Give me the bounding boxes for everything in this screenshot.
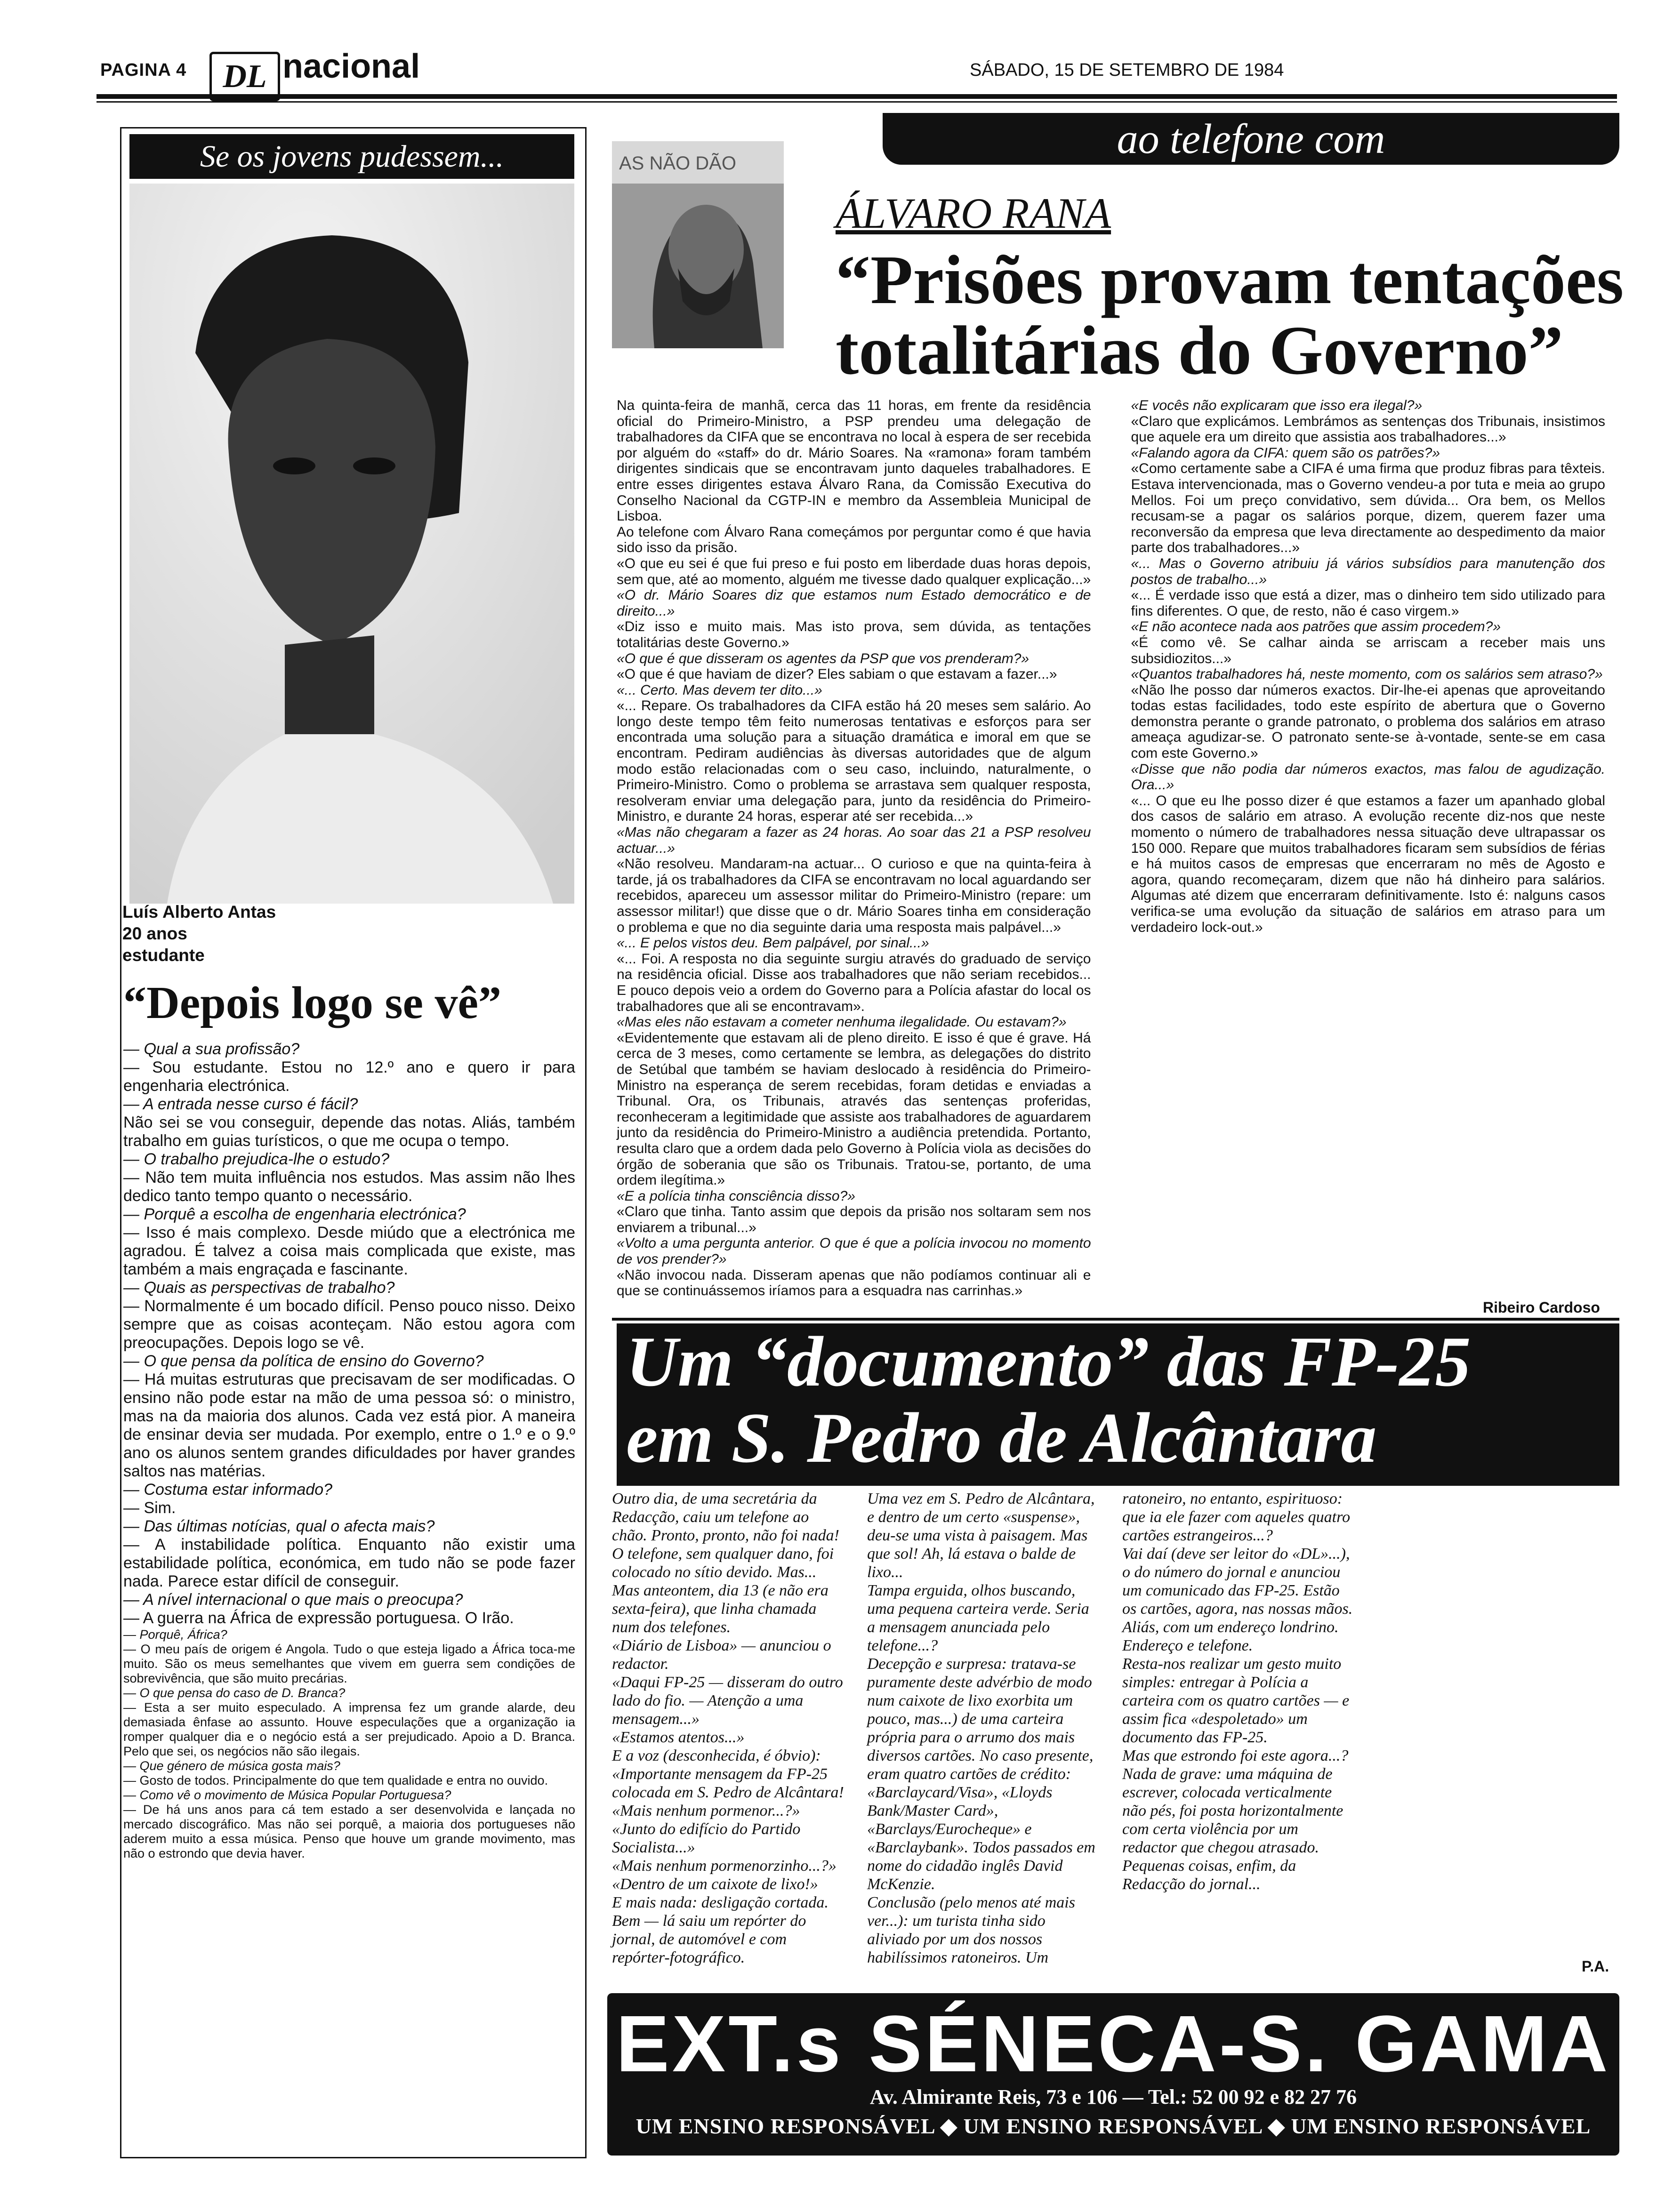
paragraph: — Não tem muita influência nos estudos. Mas assim não lhes dedico tanto tempo quanto o necessário. [123,1169,575,1205]
paragraph: — A entrada nesse curso é fácil? [123,1095,358,1113]
paragraph: — Quais as perspectivas de trabalho? [123,1279,395,1297]
paragraph: «Mais nenhum pormenorzinho...?» [612,1857,837,1875]
paragraph: — A guerra na África de expressão portuguesa. O Irão. [123,1609,514,1627]
paragraph: «... Mas o Governo atribuiu já vários subsídios para manutenção dos postos de trabalho...» [1131,555,1605,587]
ad-title: EXT.s SÉNECA-S. GAMA [616,1999,1611,2089]
paragraph: «Daqui FP-25 — disseram do outro lado do fio. — Atenção a uma mensagem...» [612,1674,843,1728]
fp25-body [612,1490,1610,1967]
paragraph: «Mas eles não estavam a cometer nenhuma ilegalidade. Ou estavam?» [617,1014,1067,1030]
paragraph: «E a polícia tinha consciência disso?» [617,1188,855,1204]
paragraph: «Não lhe posso dar números exactos. Dir-lhe-ei apenas que aproveitando todas estas facilidades, todo este espírito de abertura que o Governo demonstra perante o grande patronato, o problema dos salários em atraso ameaça agudizar-se. O patronato sente-se à-vontade, sente-se em casa com este Governo.» [1131,682,1605,761]
paragraph: «... E pelos vistos deu. Bem palpável, por sinal...» [617,935,929,951]
paragraph: Uma vez em S. Pedro de Alcântara, e dentro de um certo «suspense», deu-se uma vista à paisagem. Mas que sol! Ah, lá estava o balde de lixo... [867,1490,1095,1581]
headline-line-2: em S. Pedro de Alcântara [626,1398,1377,1477]
paragraph: «... O que eu lhe posso dizer é que estamos a fazer um apanhado global dos casos de salário em atraso. A evolução recente diz-nos que neste momento o número de trabalhadores nessa situação deve ultrapassar os 150 000. Repare que muitos trabalhadores ficaram sem subsídios de férias e há muitos casos de empresas que encerraram no mês de Agosto e agora, quando recomeçaram, dizem que não há dinheiro para salários. Algumas até dizem que encerraram definitivamente. Isto é: nalguns casos verifica-se uma evolução da situação de salários em atraso para um verdadeiro lock-out.» [1131,793,1605,935]
paragraph: — Porquê, África? [123,1627,227,1642]
article-byline: Ribeiro Cardoso [1483,1299,1600,1316]
paragraph: — Como vê o movimento de Música Popular Portuguesa? [123,1788,451,1802]
paragraph: — Sim. [123,1499,176,1517]
caption-age: 20 anos [122,924,187,943]
page-number: PAGINA 4 [100,60,187,80]
headline-line-1: “Prisões provam tentações [836,241,1624,319]
paragraph: Não sei se vou conseguir, depende das notas. Aliás, também trabalho em guias turísticos, o que me ocupa o tempo. [123,1114,575,1150]
photo-caption [122,901,452,966]
school-advertisement [607,1993,1619,2156]
paragraph: — A instabilidade política. Enquanto não existir uma estabilidade política, económica, em tudo não se pode fazer nada. Parece estar difícil de conseguir. [123,1536,575,1590]
paragraph: «Evidentemente que estavam ali de pleno direito. E isso é que é grave. Há cerca de 3 meses, como certamente se lembra, as delegações do distrito de Setúbal que também se haviam deslocado à residência do Primeiro-Ministro na esperança de serem recebidas, foram detidas e enviadas a Tribunal. Ora, os Tribunais, através das sentenças proferidas, reconheceram a legitimidade que assiste aos trabalhadores de aguardarem junto da residência do Primeiro-Ministro a audiência pretendida. Portanto, resulta claro que a ordem dada pelo Governo à Polícia viola as decisões do órgão de soberania que são os Tribunais. Tratou-se, portanto, de uma ordem ilegítima.» [617,1030,1091,1188]
paragraph: — Esta a ser muito especulado. A imprensa fez um grande alarde, deu demasiada ênfase ao assunto. Houve especulações que a organização ia romper qualquer dia e o negócio está a ser prejudicado. Apoio a D. Branca. Pelo que sei, os negócios não são ilegais. [123,1700,575,1758]
paragraph: «Estamos atentos...» [612,1729,745,1746]
paragraph: «Dentro de um caixote de lixo!» [612,1875,818,1893]
paragraph: Outro dia, de uma secretária da Redacção, caiu um telefone ao chão. Pronto, pronto, não foi nada! O telefone, sem qualquer dano, foi colocado no sítio devido. Mas... [612,1490,839,1581]
alvaro-rana-photo [612,141,784,348]
paragraph: E mais nada: desligação cortada. [612,1894,828,1911]
paragraph: Vai daí (deve ser leitor do «DL»...), o do número do jornal e anunciou um comunicado das FP-25. Estão os cartões, agora, nas nossas mãos. Aliás, com um endereço londrino. Endereço e telefone. [1122,1545,1353,1654]
paragraph: «Não resolveu. Mandaram-na actuar... O curioso e que na quinta-feira à tarde, já os trabalhadores da CIFA se encontravam no local aguardando ser recebidos, apareceu um assessor militar do Primeiro-Ministro (repare: um assessor militar!) que disse que o dr. Mário Soares tinha em consideração o problema e que no dia seguinte daria uma resposta mais palpável...» [617,856,1091,935]
headline-line-1: Um “documento” das FP-25 [626,1322,1471,1401]
caption-name: Luís Alberto Antas [122,902,276,922]
paragraph: «Disse que não podia dar números exactos, mas falou de agudização. Ora...» [1131,761,1605,793]
paragraph: «O que é que disseram os agentes da PSP que vos prenderam?» [617,650,1030,666]
paragraph: «... É verdade isso que está a dizer, mas o dinheiro tem sido utilizado para fins diferentes. O que, de resto, não é caso virgem.» [1131,587,1605,619]
paragraph: «Como certamente sabe a CIFA é uma firma que produz fibras para têxteis. Estava intervencionada, mas o Governo vendeu-a por tuta e meia ao grupo Mellos. Foi um preço convidativo, sem dúvida... Ora bem, os Mellos recusam-se a pagar os salários porque, dizem, querem fazer uma reconversão da empresa que leva directamente ao despedimento da maior parte dos trabalhadores...» [1131,461,1605,556]
issue-date: SÁBADO, 15 DE SETEMBRO DE 1984 [970,60,1284,80]
paragraph: Resta-nos realizar um gesto muito simples: entregar à Polícia a carteira com os quatro cartões — e assim fica «despoletado» um documento das FP-25. [1122,1655,1350,1746]
paragraph: — O trabalho prejudica-lhe o estudo? [123,1150,390,1168]
paragraph: «... Repare. Os trabalhadores da CIFA estão há 20 meses sem salário. Ao longo deste tempo têm feito numerosas tentativas e esforços para ser encontrada uma solução para a situação dramática e imoral em que se encontram. Pediram audiências às diversas autoridades que de algum modo estão relacionadas com o seu caso, incluindo, naturalmente, o Primeiro-Ministro. Como o problema se arrastava sem qualquer resposta, resolveram enviar uma delegação para, junto da residência do Primeiro-Ministro, e durante 24 horas, esperar até ser recebida...» [617,698,1091,825]
article-headline [836,241,1626,389]
paragraph: — Há muitas estruturas que precisavam de ser modificadas. O ensino não pode estar na mão de uma pessoa só: o ministro, mas na da maioria dos alunos. Cada vez está pior. A maneira de ensinar devia ser mudada. Por exemplo, entre o 1.º e o 9.º ano os alunos sentem grandes dificuldades por haver grandes saltos nas matérias. [123,1370,575,1480]
paragraph: E a voz (desconhecida, é óbvio): [612,1747,821,1764]
paragraph: «Claro que explicámos. Lembrámos as sentenças dos Tribunais, insistimos que aquele era um direito que assistia aos trabalhadores...» [1131,413,1605,445]
paragraph: — O meu país de origem é Angola. Tudo o que esteja ligado a África toca-me muito. São os meus semelhantes que vivem em guerra sem condições de sobrevivência, que são muito precárias. [123,1642,575,1685]
paragraph: Bem — lá saiu um repórter do jornal, de automóvel e com repórter-fotográfico. [612,1912,806,1966]
paragraph: Decepção e surpresa: tratava-se puramente deste advérbio de modo num caixote de lixo exorbita um pouco, mas...) de uma carteira própria para o arrumo dos mais diversos cartões. No caso presente, eram quatro cartões de crédito: «Barclaycard/Visa», «Lloyds Bank/Master Card», «Barclays/Eurocheque» e «Barclaybank». Todos passados em nome do cidadão inglês David McKenzie. [867,1655,1095,1893]
paragraph: «Volto a uma pergunta anterior. O que é que a polícia invocou no momento de vos prender?» [617,1235,1091,1267]
paragraph: «O dr. Mário Soares diz que estamos num Estado democrático e de direito...» [617,587,1091,619]
paragraph: «O que é que haviam de dizer? Eles sabiam o que estavam a fazer...» [617,666,1057,682]
paragraph: «E vocês não explicaram que isso era ilegal?» [1131,398,1423,413]
paragraph: — Gosto de todos. Principalmente do que tem qualidade e entra no ouvido. [123,1773,548,1787]
column-banner: ao telefone com [883,113,1619,165]
paragraph: — Qual a sua profissão? [123,1040,300,1058]
fp25-headline [617,1323,1619,1486]
paragraph: — Das últimas notícias, qual o afecta mais? [123,1517,435,1535]
header-rule [97,94,1617,99]
article-body [617,398,1605,1308]
paragraph: — Sou estudante. Estou no 12.º ano e quero ir para engenharia electrónica. [123,1058,575,1095]
paragraph: «É como vê. Se calhar ainda se arriscam a receber mais uns subsidiozitos...» [1131,634,1605,666]
headline-line-2: totalitárias do Governo” [836,312,1563,389]
paragraph: «O que eu sei é que fui preso e fui posto em liberdade duas horas depois, sem que, até ao momento, alguém me tivesse dado qualquer explicação...» [617,555,1091,587]
interview-headline: “Depois logo se vê” [123,978,501,1028]
left-banner: Se os jovens pudessem... [129,134,574,179]
paragraph: «Importante mensagem da FP-25 colocada em S. Pedro de Alcântara! «Mais nenhum pormenor...?» [612,1765,844,1819]
paragraph: «Quantos trabalhadores há, neste momento, com os salários sem atraso?» [1131,666,1603,682]
paragraph: — De há uns anos para cá tem estado a ser desenvolvida e lançada no mercado discográfico. Mas não sei porquê, a maioria dos portugueses não aderem muito a essa música. Penso que houve um grande movimento, mas não o estrondo que devia haver. [123,1803,575,1860]
interview-body [123,1040,575,1861]
paragraph: — Normalmente é um bocado difícil. Penso pouco nisso. Deixo sempre que as coisas aconteçam. Não estou agora com preocupações. Depois logo se vê. [123,1297,575,1352]
paragraph: Na quinta-feira de manhã, cerca das 11 horas, em frente da residência oficial do Primeiro-Ministro, a PSP prendeu uma delegação de trabalhadores da CIFA que se encontrava no local à espera de ser recebida por alguém do «staff» do dr. Mário Soares. Na «ramona» foram também dirigentes sindicais que se encontravam junto daqueles trabalhadores. E entre esses dirigentes estava Álvaro Rana, da Comissão Executiva do Conselho Nacional da CGTP-IN e membro da Assembleia Municipal de Lisboa. [617,398,1091,524]
paragraph: «Diz isso e muito mais. Mas isto prova, sem dúvida, as tentações totalitárias deste Governo.» [617,619,1091,650]
paragraph: — Isso é mais complexo. Desde miúdo que a electrónica me agradou. É talvez a coisa mais complicada que existe, mas também a mais engraçada e fascinante. [123,1224,575,1278]
paragraph: «E não acontece nada aos patrões que assim procedem?» [1131,619,1501,635]
paragraph: «Não invocou nada. Disseram apenas que não podíamos continuar ali e que se continuássemos iríamos para a esquadra nas carrinhas.» [617,1267,1091,1299]
paragraph: «Claro que tinha. Tanto assim que depois da prisão nos soltaram sem nos enviarem a tribunal...» [617,1204,1091,1235]
paragraph: — Costuma estar informado? [123,1481,333,1499]
paragraph: — A nível internacional o que mais o preocupa? [123,1591,463,1609]
paragraph: Mas que estrondo foi este agora...? Nada de grave: uma máquina de escrever, colocada verticalmente não pés, foi posta horizontalmente com certa violência por um redactor que chegou atrasado. Pequenas coisas, enfim, da Redacção do jornal... [1122,1747,1349,1893]
interviewee-name: ÁLVARO RANA [836,189,1111,237]
ad-address: Av. Almirante Reis, 73 e 106 — Tel.: 52 00 92 e 82 27 76 [869,2085,1357,2108]
paragraph: «Mas não chegaram a fazer as 24 horas. Ao soar das 21 a PSP resolveu actuar...» [617,825,1091,856]
paragraph: «Falando agora da CIFA: quem são os patrões?» [1131,445,1440,461]
caption-occupation: estudante [122,946,205,965]
paragraph: Mas anteontem, dia 13 (e não era sexta-feira), que linha chamada num dos telefones. [612,1582,828,1636]
paragraph: — O que pensa da política de ensino do Governo? [123,1352,484,1370]
paragraph: Conclusão (pelo menos até mais ver...): um turista tinha sido aliviado por um dos nossos habilíssimos ratoneiros. Um ratoneiro, no entanto, espirituoso: que ia ele fazer com aqueles quatro cartões estrangeiros...? [867,1490,1351,1966]
paragraph: «... Certo. Mas devem ter dito...» [617,682,822,698]
ad-tagline: UM ENSINO RESPONSÁVEL ◆ UM ENSINO RESPONSÁVEL ◆ UM ENSINO RESPONSÁVEL [635,2114,1591,2138]
paragraph: Tampa erguida, olhos buscando, uma pequena carteira verde. Seria a mensagem anunciada pelo telefone...? [867,1582,1089,1654]
paragraph: «Junto do edifício do Partido Socialista...» [612,1820,801,1856]
header-rule-thin [97,101,1617,103]
paragraph: Ao telefone com Álvaro Rana começámos por perguntar como é que havia sido isso da prisão. [617,524,1091,556]
newspaper-logo: DL [209,52,280,101]
paragraph: «... Foi. A resposta no dia seguinte surgiu através do graduado de serviço na residência oficial. Disse aos trabalhadores que não seriam recebidos... E pouco depois veio a ordem do Governo para a Polícia afastar do local os trabalhadores que ali se encontravam». [617,951,1091,1014]
paragraph: — Porquê a escolha de engenharia electrónica? [123,1205,466,1223]
paragraph: — Que género de música gosta mais? [123,1759,340,1773]
student-portrait-photo [129,184,574,904]
section-rule [612,1318,1619,1321]
paragraph: «Diário de Lisboa» — anunciou o redactor. [612,1637,831,1673]
paragraph: — O que pensa do caso de D. Branca? [123,1686,346,1700]
section-title: nacional [282,48,420,85]
fp25-byline: P.A. [1582,1958,1609,1975]
photo-sign-text: AS NÃO DÃO [619,153,736,174]
